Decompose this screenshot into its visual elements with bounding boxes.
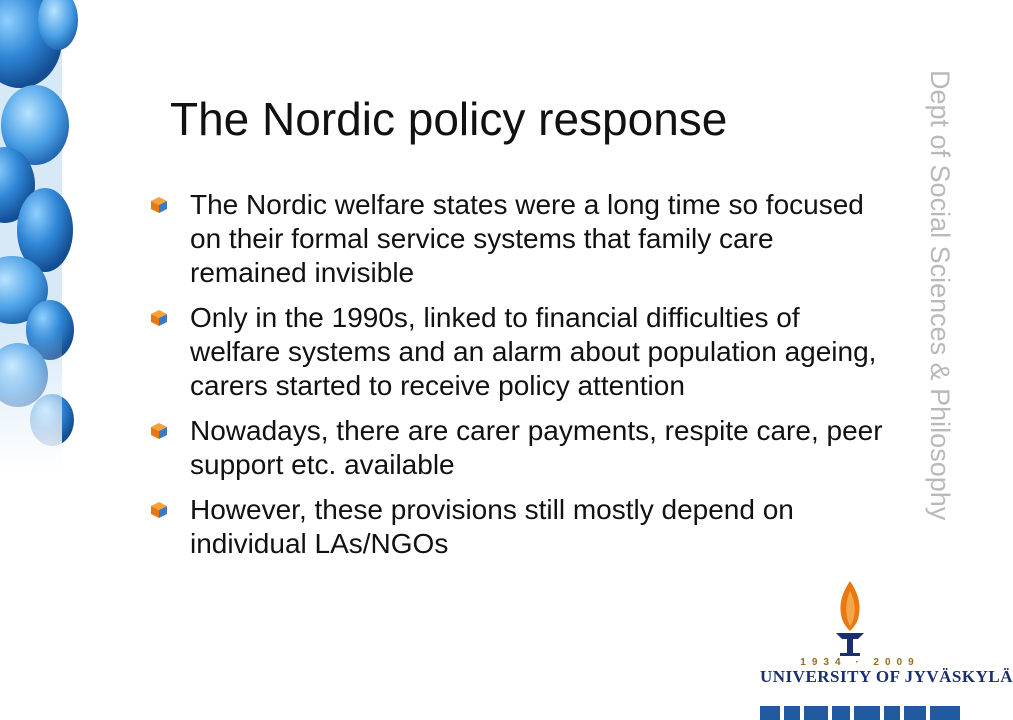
university-logo bbox=[760, 575, 1013, 720]
bullet-text: Nowadays, there are carer payments, respite care, peer support etc. available bbox=[190, 415, 883, 480]
bullet-text: However, these provisions still mostly depend on individual LAs/NGOs bbox=[190, 494, 794, 559]
logo-stripes-decoration bbox=[760, 706, 960, 720]
cube-bullet-icon bbox=[150, 501, 168, 519]
stones-fade-overlay bbox=[0, 0, 62, 470]
bullet-item bbox=[150, 188, 890, 290]
university-name: UNIVERSITY OF JYVÄSKYLÄ bbox=[760, 667, 1013, 686]
slide-title: The Nordic policy response bbox=[170, 93, 728, 145]
cube-bullet-icon bbox=[150, 422, 168, 440]
bullet-item bbox=[150, 493, 890, 561]
bullet-text: Only in the 1990s, linked to financial difficulties of welfare systems and an alarm about population ageing, carers started to receive policy attention bbox=[190, 302, 877, 401]
cube-bullet-icon bbox=[150, 196, 168, 214]
blue-stones-decoration bbox=[0, 0, 62, 470]
bullet-item bbox=[150, 301, 890, 403]
torch-flame-icon bbox=[820, 575, 880, 665]
bullet-text: The Nordic welfare states were a long time so focused on their formal service systems that family care remained invisible bbox=[190, 189, 864, 288]
cube-bullet-icon bbox=[150, 309, 168, 327]
bullet-list bbox=[150, 188, 890, 572]
bullet-item bbox=[150, 414, 890, 482]
logo-years: 1934 · 2009 bbox=[800, 657, 920, 668]
department-side-label: Dept of Social Sciences & Philosophy bbox=[925, 70, 955, 521]
